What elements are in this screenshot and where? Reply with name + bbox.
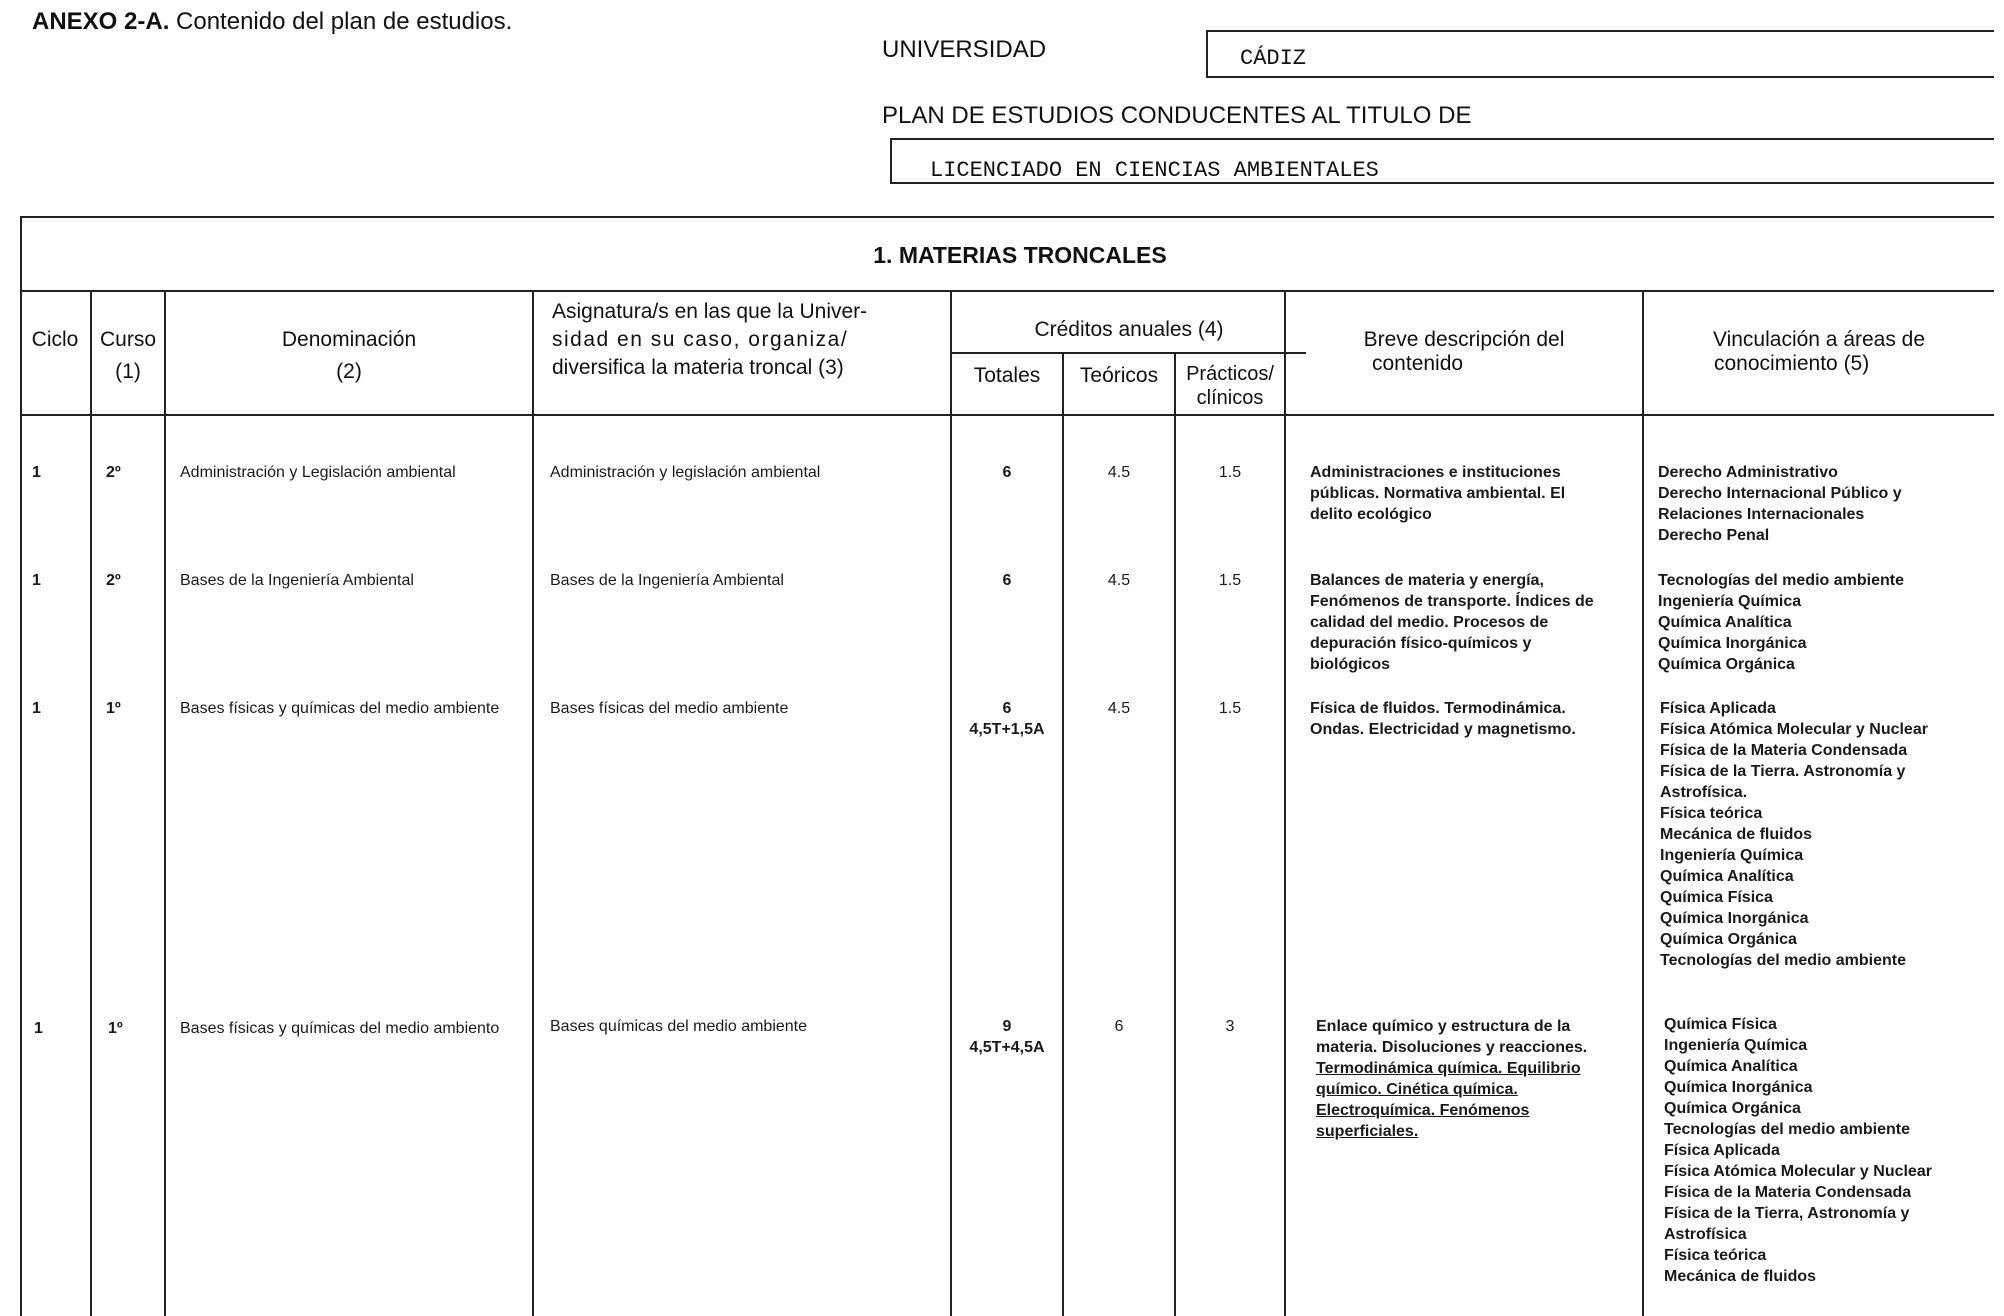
plan-label: PLAN DE ESTUDIOS CONDUCENTES AL TITULO DE [882, 102, 1472, 129]
area-item: Derecho Internacional Público y [1658, 485, 1902, 502]
cell-denominacion: Bases físicas y químicas del medio ambiento [180, 1020, 500, 1037]
header-asignatura-1: Asignatura/s en las que la Univer- [552, 300, 868, 323]
descripcion-line: públicas. Normativa ambiental. El [1310, 485, 1566, 502]
descripcion-line: Balances de materia y energía, [1310, 572, 1544, 589]
area-item: Química Inorgánica [1660, 910, 1809, 927]
section-title: 1. MATERIAS TRONCALES [873, 242, 1167, 268]
annex-label: ANEXO 2-A. [32, 8, 170, 35]
cell-curso: 1º [108, 1020, 123, 1037]
col-divider-6 [1174, 352, 1176, 1316]
col-divider-4 [950, 290, 952, 1316]
area-item: Física de la Tierra. Astronomía y [1660, 763, 1906, 780]
header-vinculacion [1644, 326, 1994, 378]
cell-ciclo: 1 [34, 1020, 43, 1037]
cell-curso: 2º [106, 464, 121, 481]
area-item: Física de la Materia Condensada [1664, 1184, 1912, 1201]
cell-practicos: 1.5 [1218, 572, 1242, 589]
header-denominacion: Denominación [281, 328, 417, 351]
annex-title [32, 8, 512, 36]
cell-ciclo: 1 [32, 572, 41, 589]
cell-curso: 1º [106, 700, 121, 717]
cell-areas [1664, 1014, 1994, 1287]
descripcion-line: Ondas. Electricidad y magnetismo. [1310, 721, 1576, 738]
cell-asignatura: Bases químicas del medio ambiente [550, 1018, 808, 1035]
area-item: Relaciones Internacionales [1658, 506, 1865, 523]
area-item: Química Inorgánica [1658, 635, 1807, 652]
header-descripcion-line2: contenido [1372, 352, 1464, 375]
descripcion-line: Termodinámica química. Equilibrio [1316, 1060, 1581, 1077]
totales-detail: 4,5T+1,5A [969, 721, 1045, 738]
header-practicos-line1: Prácticos/ [1186, 363, 1274, 385]
descripcion-line: superficiales. [1316, 1123, 1419, 1140]
cell-teoricos: 4.5 [1107, 464, 1131, 481]
header-curso-note: (1) [115, 360, 141, 383]
col-divider-2 [164, 290, 166, 1316]
area-item: Física Atómica Molecular y Nuclear [1660, 721, 1928, 738]
cell-teoricos: 6 [1114, 1018, 1124, 1035]
header-teoricos: Teóricos [1079, 364, 1159, 387]
annex-text: Contenido del plan de estudios. [169, 8, 513, 35]
header-creditos: Créditos anuales (4) [1034, 318, 1224, 341]
descripcion-line: delito ecológico [1310, 506, 1432, 523]
area-item: Derecho Administrativo [1658, 464, 1838, 481]
descripcion-line: Electroquímica. Fenómenos [1316, 1102, 1530, 1119]
cell-descripcion [1310, 570, 1640, 675]
area-item: Física Aplicada [1664, 1142, 1780, 1159]
cell-ciclo: 1 [32, 700, 41, 717]
descripcion-line: Fenómenos de transporte. Índices de [1310, 593, 1594, 610]
descripcion-line: materia. Disoluciones y reacciones. [1316, 1039, 1588, 1056]
header-practicos-line2: clínicos [1196, 387, 1264, 409]
descripcion-line: biológicos [1310, 656, 1390, 673]
header-curso: Curso [99, 328, 157, 351]
descripcion-line: calidad del medio. Procesos de [1310, 614, 1549, 631]
header-descripcion [1286, 326, 1642, 378]
area-item: Mecánica de fluidos [1660, 826, 1813, 843]
area-item: Química Analítica [1660, 868, 1794, 885]
cell-totales: 6 [1002, 464, 1012, 481]
creditos-divider [950, 352, 1306, 354]
area-item: Química Física [1664, 1016, 1777, 1033]
cell-asignatura: Bases físicas del medio ambiente [550, 700, 789, 717]
cell-totales: 6 [1002, 572, 1012, 589]
col-divider-7 [1284, 290, 1286, 1316]
cell-descripcion [1310, 462, 1640, 525]
totales-detail: 4,5T+4,5A [969, 1039, 1045, 1056]
cell-practicos: 3 [1225, 1018, 1235, 1035]
plan-value: LICENCIADO EN CIENCIAS AMBIENTALES [930, 158, 1379, 183]
area-item: Astrofísica [1664, 1226, 1747, 1243]
plan-field [890, 138, 1994, 184]
university-value: CÁDIZ [1240, 46, 1307, 71]
cell-asignatura: Administración y legislación ambiental [550, 464, 821, 481]
descripcion-line: depuración físico-químicos y [1310, 635, 1532, 652]
descripcion-line: Enlace químico y estructura de la [1316, 1018, 1571, 1035]
cell-teoricos: 4.5 [1107, 572, 1131, 589]
cell-practicos: 1.5 [1218, 464, 1242, 481]
col-divider-5 [1062, 352, 1064, 1316]
area-item: Física teórica [1664, 1247, 1767, 1264]
area-item: Química Analítica [1664, 1058, 1798, 1075]
area-item: Física de la Tierra, Astronomía y [1664, 1205, 1910, 1222]
header-denominacion-note: (2) [336, 360, 362, 383]
university-label: UNIVERSIDAD [882, 36, 1047, 63]
area-item: Química Inorgánica [1664, 1079, 1813, 1096]
area-item: Mecánica de fluidos [1664, 1268, 1817, 1285]
cell-teoricos: 4.5 [1107, 700, 1131, 717]
cell-ciclo: 1 [32, 464, 41, 481]
header-descripcion-line1: Breve descripción del [1363, 328, 1565, 351]
col-divider-8 [1642, 290, 1644, 1316]
area-item: Química Física [1660, 889, 1773, 906]
area-item: Tecnologías del medio ambiente [1660, 952, 1906, 969]
area-item: Química Orgánica [1660, 931, 1797, 948]
area-item: Física de la Materia Condensada [1660, 742, 1908, 759]
area-item: Ingeniería Química [1660, 847, 1804, 864]
descripcion-line: químico. Cinética química. [1316, 1081, 1518, 1098]
area-item: Astrofísica. [1660, 784, 1748, 801]
cell-asignatura: Bases de la Ingeniería Ambiental [550, 572, 784, 589]
col-divider-3 [532, 290, 534, 1316]
col-divider-1 [90, 290, 92, 1316]
header-vinculacion-line1: Vinculación a áreas de [1712, 328, 1926, 351]
area-item: Ingeniería Química [1664, 1037, 1808, 1054]
cell-curso: 2º [106, 572, 121, 589]
header-ciclo: Ciclo [31, 328, 79, 351]
cell-practicos: 1.5 [1218, 700, 1242, 717]
area-item: Física Aplicada [1660, 700, 1776, 717]
totales-value: 9 [1002, 1018, 1012, 1035]
totales-value: 6 [1002, 700, 1012, 717]
header-totales: Totales [973, 364, 1041, 387]
descripcion-line: Física de fluidos. Termodinámica. [1310, 700, 1566, 717]
area-item: Ingeniería Química [1658, 593, 1802, 610]
cell-totales [952, 698, 1062, 740]
header-asignatura-2: sidad en su caso, organiza/ [552, 328, 849, 351]
university-field [1206, 30, 1994, 78]
cell-denominacion: Bases físicas y químicas del medio ambiente [180, 700, 500, 717]
area-item: Tecnologías del medio ambiente [1658, 572, 1904, 589]
cell-areas [1658, 462, 1992, 546]
cell-descripcion [1310, 698, 1640, 740]
cell-areas [1658, 570, 1992, 675]
title-divider [20, 290, 1994, 292]
descripcion-line: Administraciones e instituciones [1310, 464, 1561, 481]
area-item: Química Orgánica [1658, 656, 1795, 673]
cell-areas [1660, 698, 1994, 971]
area-item: Química Orgánica [1664, 1100, 1801, 1117]
header-vinculacion-line2: conocimiento (5) [1714, 352, 1870, 375]
area-item: Física Atómica Molecular y Nuclear [1664, 1163, 1932, 1180]
header-divider [20, 414, 1994, 416]
area-item: Derecho Penal [1658, 527, 1770, 544]
header-practicos [1176, 362, 1284, 410]
area-item: Física teórica [1660, 805, 1763, 822]
cell-denominacion: Bases de la Ingeniería Ambiental [180, 572, 414, 589]
header-asignatura-3: diversifica la materia troncal (3) [552, 356, 844, 379]
cell-descripcion [1316, 1016, 1640, 1142]
troncales-table [20, 216, 1994, 1316]
cell-totales [952, 1016, 1062, 1058]
area-item: Química Analítica [1658, 614, 1792, 631]
area-item: Tecnologías del medio ambiente [1664, 1121, 1910, 1138]
cell-denominacion: Administración y Legislación ambiental [180, 464, 456, 481]
